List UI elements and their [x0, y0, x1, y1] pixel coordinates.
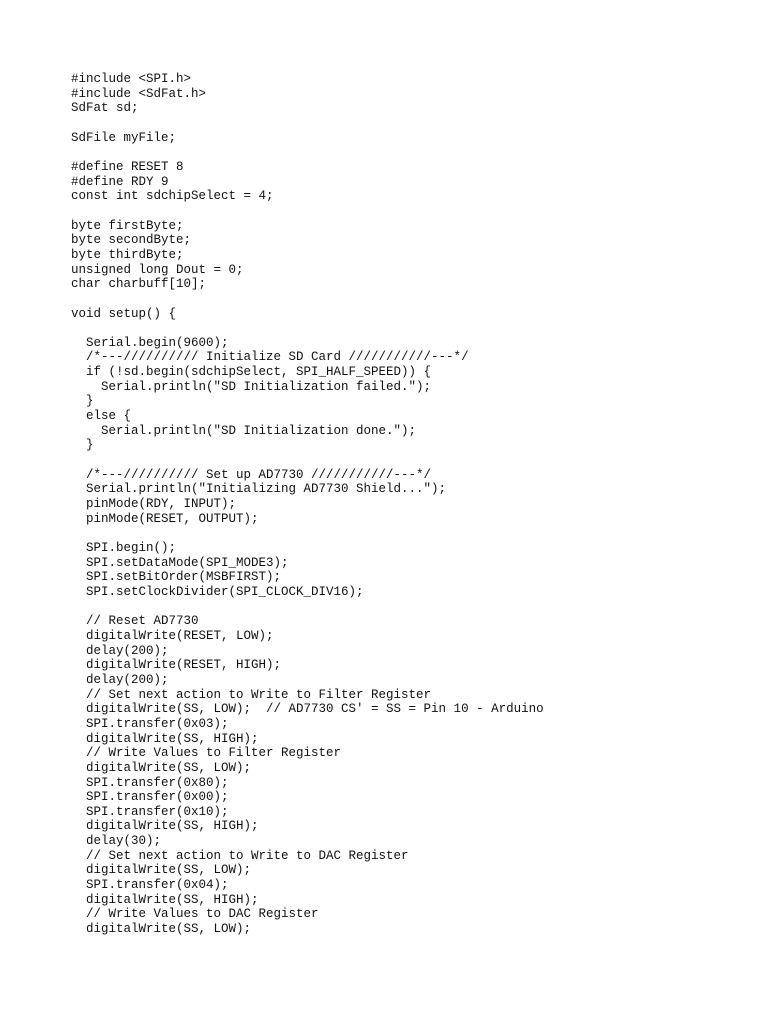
- code-line: const int sdchipSelect = 4;: [71, 189, 274, 204]
- code-line: /*---////////// Initialize SD Card ///////////---*/: [71, 350, 469, 365]
- code-line: [71, 600, 544, 615]
- code-line: [71, 292, 544, 307]
- code-line: byte secondByte;: [71, 233, 192, 248]
- code-line: }: [71, 394, 94, 409]
- code-line: unsigned long Dout = 0;: [71, 262, 244, 277]
- code-line: SPI.transfer(0x04);: [71, 878, 229, 893]
- code-line: SdFile myFile;: [71, 130, 177, 145]
- code-line: Serial.println("Initializing AD7730 Shield...");: [71, 482, 447, 497]
- code-line: byte thirdByte;: [71, 247, 184, 262]
- code-line: SPI.transfer(0x03);: [71, 716, 229, 731]
- code-line: digitalWrite(SS, LOW);: [71, 922, 252, 937]
- code-line: SPI.transfer(0x00);: [71, 790, 229, 805]
- code-line: digitalWrite(RESET, HIGH);: [71, 658, 282, 673]
- code-line: [71, 321, 544, 336]
- code-line: Serial.begin(9600);: [71, 335, 229, 350]
- code-line: #define RESET 8: [71, 159, 184, 174]
- code-line: [71, 116, 544, 131]
- code-line: delay(30);: [71, 834, 162, 849]
- code-listing: [71, 72, 544, 937]
- code-line: SPI.setDataMode(SPI_MODE3);: [71, 555, 289, 570]
- code-line: #define RDY 9: [71, 174, 169, 189]
- code-line: char charbuff[10];: [71, 277, 207, 292]
- code-line: pinMode(RESET, OUTPUT);: [71, 511, 259, 526]
- code-line: void setup() {: [71, 306, 177, 321]
- code-line: digitalWrite(SS, LOW); // AD7730 CS' = SS = Pin 10 - Arduino: [71, 702, 544, 717]
- code-line: SPI.begin();: [71, 541, 177, 555]
- code-line: digitalWrite(SS, HIGH);: [71, 731, 259, 746]
- code-line: byte firstByte;: [71, 218, 184, 233]
- code-line: digitalWrite(RESET, LOW);: [71, 628, 274, 643]
- code-line: #include <SPI.h>: [71, 72, 192, 86]
- code-line: [71, 145, 544, 160]
- code-line: Serial.println("SD Initialization done.");: [71, 423, 417, 438]
- code-line: SPI.setClockDivider(SPI_CLOCK_DIV16);: [71, 584, 364, 599]
- code-line: pinMode(RDY, INPUT);: [71, 497, 237, 512]
- code-line: }: [71, 438, 94, 453]
- code-line: // Reset AD7730: [71, 614, 199, 629]
- code-line: #include <SdFat.h>: [71, 86, 207, 101]
- code-line: digitalWrite(SS, LOW);: [71, 863, 252, 878]
- code-line: if (!sd.begin(sdchipSelect, SPI_HALF_SPEED)) {: [71, 365, 432, 380]
- code-line: // Set next action to Write to DAC Register: [71, 848, 409, 863]
- code-line: [71, 453, 544, 468]
- code-line: digitalWrite(SS, LOW);: [71, 760, 252, 775]
- code-line: digitalWrite(SS, HIGH);: [71, 819, 259, 834]
- code-line: // Set next action to Write to Filter Register: [71, 687, 432, 702]
- code-line: // Write Values to Filter Register: [71, 746, 342, 761]
- code-line: [71, 526, 544, 541]
- code-line: delay(200);: [71, 672, 169, 687]
- code-line: SPI.setBitOrder(MSBFIRST);: [71, 570, 282, 585]
- code-line: // Write Values to DAC Register: [71, 907, 319, 922]
- code-line: SPI.transfer(0x10);: [71, 804, 229, 819]
- code-line: SdFat sd;: [71, 101, 139, 116]
- code-line: [71, 204, 544, 219]
- code-line: /*---////////// Set up AD7730 ///////////---*/: [71, 467, 432, 482]
- code-line: else {: [71, 409, 132, 424]
- code-line: Serial.println("SD Initialization failed.");: [71, 379, 432, 394]
- code-line: SPI.transfer(0x80);: [71, 775, 229, 790]
- code-line: delay(200);: [71, 643, 169, 658]
- code-line: digitalWrite(SS, HIGH);: [71, 892, 259, 907]
